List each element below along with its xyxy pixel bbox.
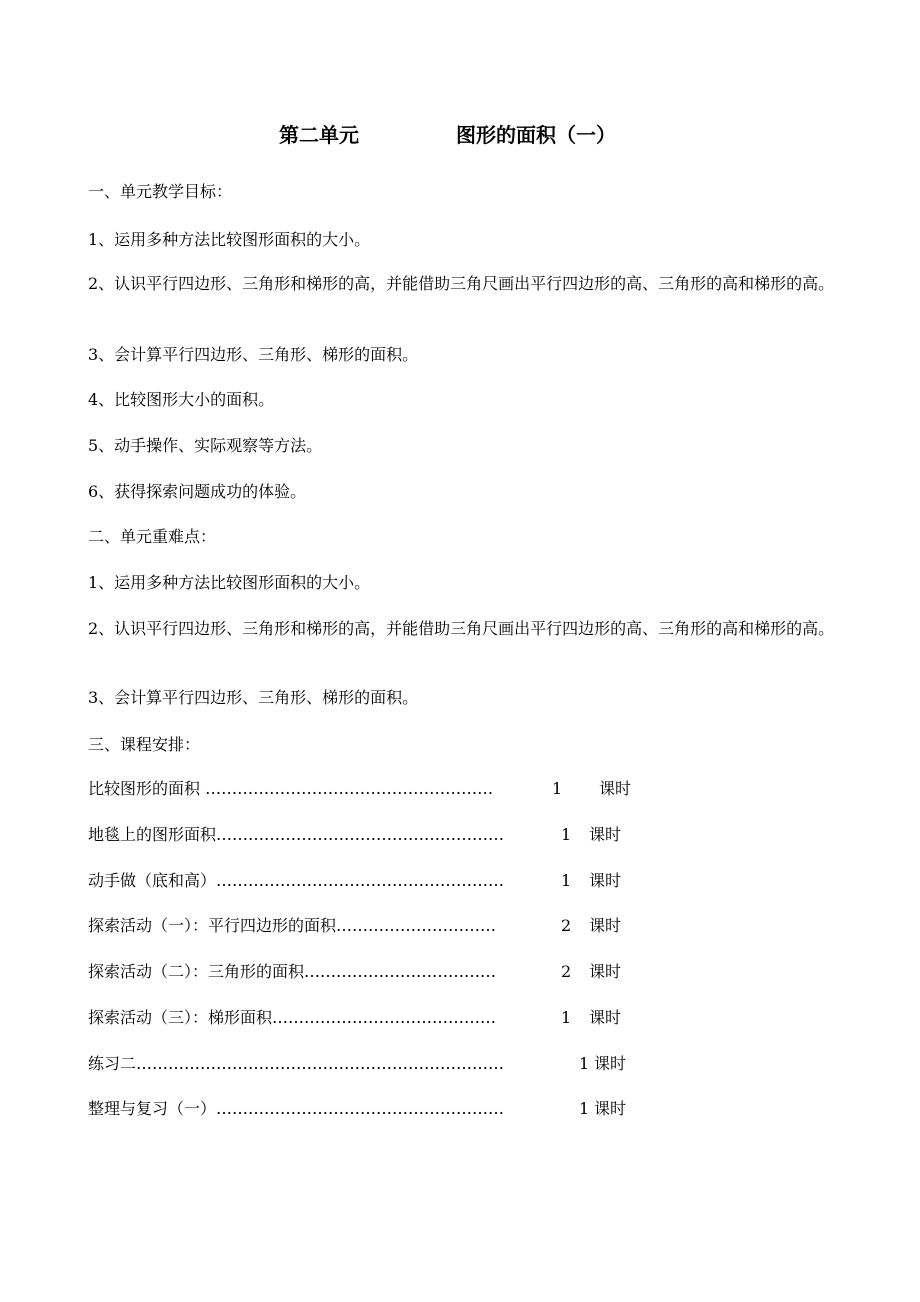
lesson-hours: 2 [561,916,572,935]
objective-item: 3、会计算平行四边形、三角形、梯形的面积。 [88,345,419,364]
objective-item: 1、运用多种方法比较图形面积的大小。 [88,230,371,249]
objective-item: 4、比较图形大小的面积。 [88,390,275,409]
lesson-unit: 课时 [589,825,622,844]
objective-item: 6、获得探索问题成功的体验。 [88,482,307,501]
key-point-item: 3、会计算平行四边形、三角形、梯形的面积。 [88,688,419,707]
lesson-unit: 课时 [594,1054,627,1073]
section-heading-key-points: 二、单元重难点： [88,527,217,546]
schedule-row [88,914,622,938]
key-point-item: 1、运用多种方法比较图形面积的大小。 [88,573,371,592]
schedule-row [88,777,632,801]
section-heading-schedule: 三、课程安排： [88,735,201,754]
lesson-hours: 1 [579,1099,590,1118]
schedule-row [88,960,622,984]
lesson-name: 探索活动（二）：三角形的面积……………………………… [88,962,497,981]
lesson-hours: 1 [579,1054,590,1073]
lesson-name: 地毯上的图形面积……………………………………………… [88,825,505,844]
lesson-hours: 1 [561,825,572,844]
schedule-row [88,869,622,893]
lesson-unit: 课时 [589,871,622,890]
schedule-row [88,823,622,847]
schedule-row [88,1097,627,1121]
lesson-unit: 课时 [589,916,622,935]
lesson-name: 动手做（底和高）……………………………………………… [88,871,505,890]
lesson-name: 探索活动（三）：梯形面积…………………………………… [88,1008,497,1027]
lesson-unit: 课时 [599,779,632,798]
key-point-item: 2、认识平行四边形、三角形和梯形的高，并能借助三角尺画出平行四边形的高、三角形的高和梯形的高。 [88,619,835,638]
schedule-row [88,1006,622,1030]
lesson-name: 练习二…………………………………………………………… [88,1054,505,1073]
lesson-hours: 1 [552,779,563,798]
unit-topic: 图形的面积（一） [456,123,616,147]
lesson-name: 探索活动（一）：平行四边形的面积………………………… [88,916,497,935]
lesson-unit: 课时 [594,1099,627,1118]
lesson-unit: 课时 [589,1008,622,1027]
objective-item: 2、认识平行四边形、三角形和梯形的高，并能借助三角尺画出平行四边形的高、三角形的高和梯形的高。 [88,274,835,293]
objective-item: 5、动手操作、实际观察等方法。 [88,436,323,455]
lesson-hours: 2 [561,962,572,981]
lesson-hours: 1 [561,1008,572,1027]
schedule-row [88,1052,627,1076]
lesson-hours: 1 [561,871,572,890]
lesson-unit: 课时 [589,962,622,981]
unit-label: 第二单元 [279,123,359,147]
lesson-name: 比较图形的面积 ……………………………………………… [88,779,494,798]
lesson-name: 整理与复习（一）……………………………………………… [88,1099,505,1118]
section-heading-objectives: 一、单元教学目标： [88,182,233,201]
